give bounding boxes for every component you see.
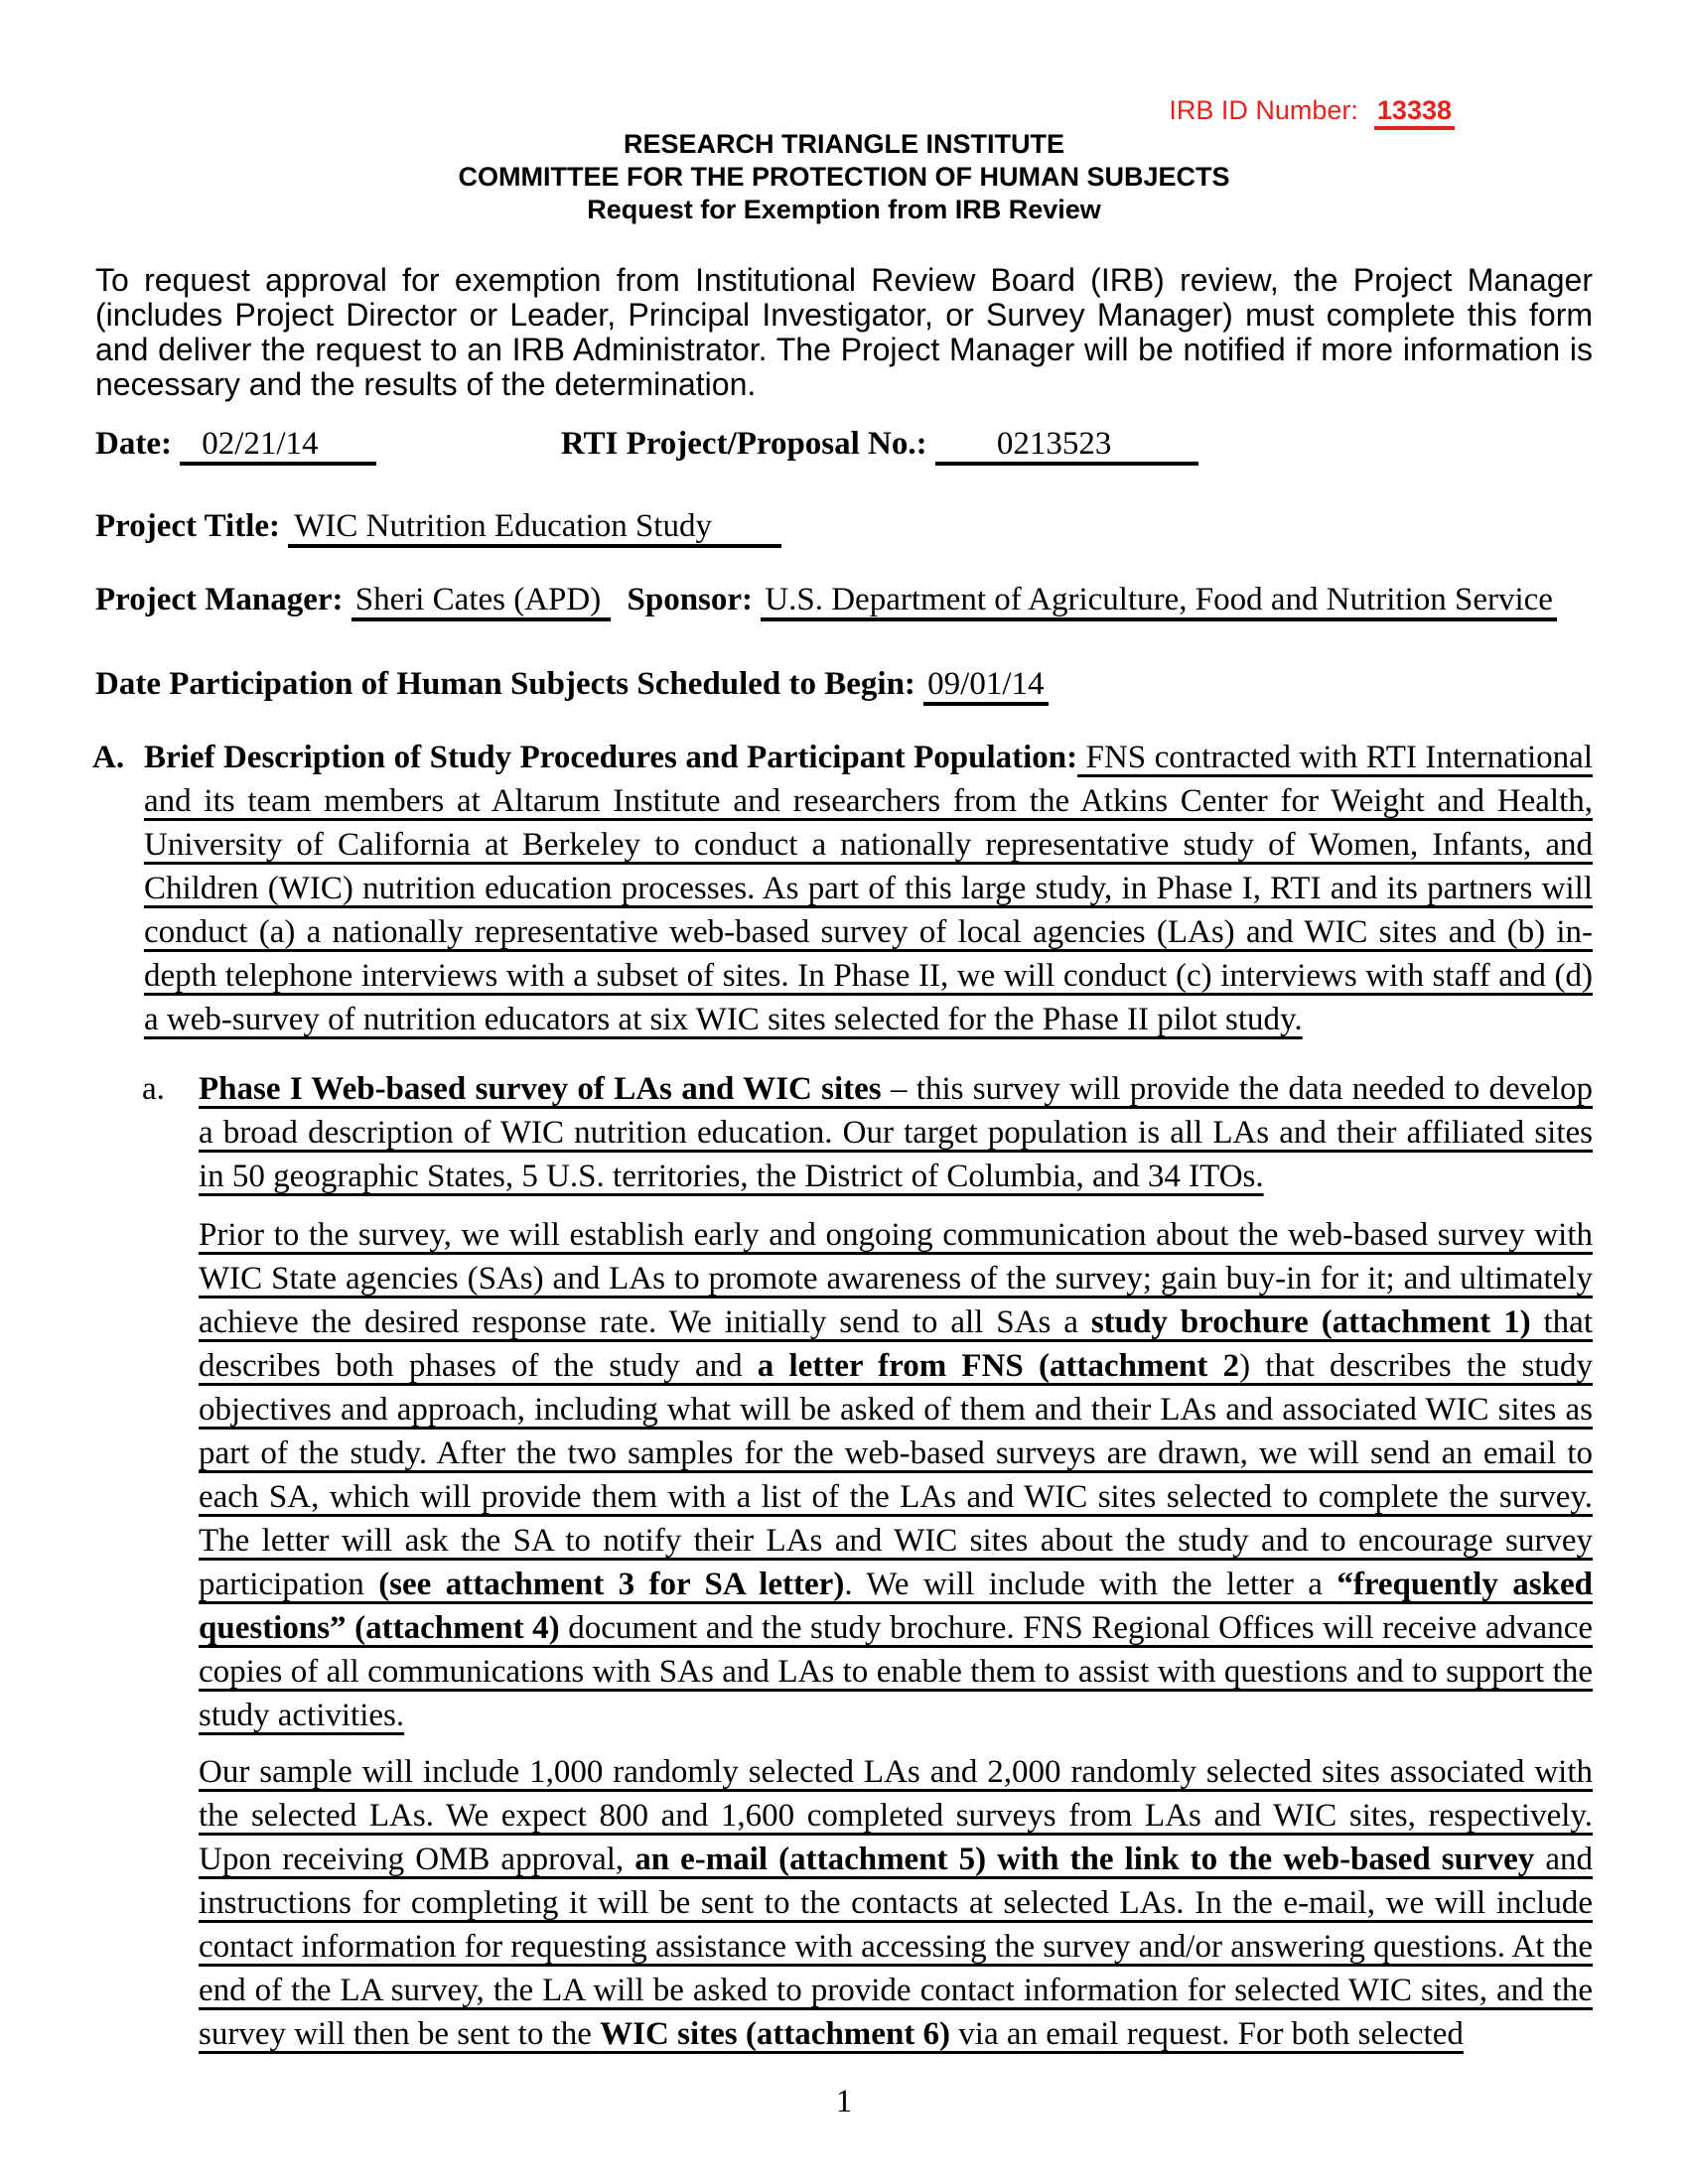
subsection-a-marker: a. xyxy=(142,1071,165,1107)
date-label: Date: xyxy=(95,426,172,462)
project-title-label: Project Title: xyxy=(95,508,281,544)
project-manager-value: Sheri Cates (APD) xyxy=(352,582,611,621)
date-value: 02/21/14 xyxy=(180,426,375,466)
begin-date-label: Date Participation of Human Subjects Scheduled to Begin: xyxy=(95,666,915,702)
irb-id-label: IRB ID Number: xyxy=(1169,95,1358,125)
project-title-value: WIC Nutrition Education Study xyxy=(288,508,781,548)
project-manager-line xyxy=(95,580,1593,619)
page-number: 1 xyxy=(835,2084,853,2119)
proposal-number-value: 0213523 xyxy=(935,426,1199,466)
project-manager-label: Project Manager: xyxy=(95,582,344,617)
begin-date-value: 09/01/14 xyxy=(923,666,1048,706)
document-title-block xyxy=(95,128,1593,226)
form-title: Request for Exemption from IRB Review xyxy=(587,195,1101,224)
irb-id-line xyxy=(95,93,1593,127)
project-title-line xyxy=(95,506,1593,546)
section-a-paragraph: A. Brief Description of Study Procedures and Participant Population: FNS contracted with RTI International and its team members at Altarum Institute and researchers from the Atkins Center for Weight and Health, University of California at Berkeley to conduct a nationally representative study of Women, Infants, and Children (WIC) nutrition education processes. As part of this large study, in Phase I, RTI and its partners will conduct (a) a nationally representative web-based survey of local agencies (LAs) and WIC sites and (b) in-depth telephone interviews with a subset of sites. In Phase II, we will conduct (c) interviews with staff and (d) a web-survey of nutrition educators at six WIC sites selected for the Phase II pilot study. xyxy=(144,736,1593,1041)
sponsor-value: U.S. Department of Agriculture, Food and Nutrition Service xyxy=(761,582,1557,621)
prior-to-survey-paragraph: Prior to the survey, we will establish early and ongoing communication about the web-based survey with WIC State agencies (SAs) and LAs to promote awareness of the survey; gain buy-in for it; and ultimately achieve the desired response rate. We initially send to all SAs a study brochure (attachment 1) that describes both phases of the study and a letter from FNS (attachment 2) that describes the study objectives and approach, including what will be asked of them and their LAs and associated WIC sites as part of the study. After the two samples for the web-based surveys are drawn, we will send an email to each SA, which will provide them with a list of the LAs and WIC sites selected to complete the survey. The letter will ask the SA to notify their LAs and WIC sites about the study and to encourage survey participation (see attachment 3 for SA letter). We will include with the letter a “frequently asked questions” (attachment 4) document and the study brochure. FNS Regional Offices will receive advance copies of all communications with SAs and LAs to enable them to assist with questions and to support the study activities. xyxy=(199,1217,1593,1733)
sample-paragraph: Our sample will include 1,000 randomly selected LAs and 2,000 randomly selected sites associated with the selected LAs. We expect 800 and 1,600 completed surveys from LAs and WIC sites, respectively. Upon receiving OMB approval, an e-mail (attachment 5) with the link to the web-based survey and instructions for completing it will be sent to the contacts at selected LAs. In the e-mail, we will include contact information for requesting assistance with accessing the survey and/or answering questions. At the end of the LA survey, the LA will be asked to provide contact information for selected WIC sites, and the survey will then be sent to the WIC sites (attachment 6) via an email request. For both selected xyxy=(199,1754,1593,2052)
intro-paragraph: To request approval for exemption from Institutional Review Board (IRB) review, the Project Manager (includes Project Director or Leader, Principal Investigator, or Survey Manager) must complete this form and deliver the request to an IRB Administrator. The Project Manager will be notified if more information is necessary and the results of the determination. xyxy=(95,262,1593,402)
org-name: RESEARCH TRIANGLE INSTITUTE xyxy=(623,129,1064,159)
begin-date-line xyxy=(95,664,1593,704)
sponsor-label: Sponsor: xyxy=(627,582,754,617)
section-a-marker: A. xyxy=(92,740,125,775)
irb-id-number: 13338 xyxy=(1374,95,1455,130)
subsection-a-paragraph: a. Phase I Web-based survey of LAs and WIC sites – this survey will provide the data needed to develop a broad description of WIC nutrition education. Our target population is all LAs and their affiliated sites in 50 geographic States, 5 U.S. territories, the District of Columbia, and 34 ITOs. xyxy=(199,1067,1593,1198)
proposal-number-label: RTI Project/Proposal No.: xyxy=(560,426,927,462)
committee-name: COMMITTEE FOR THE PROTECTION OF HUMAN SUBJECTS xyxy=(458,162,1230,192)
date-proposal-line xyxy=(95,424,1593,464)
